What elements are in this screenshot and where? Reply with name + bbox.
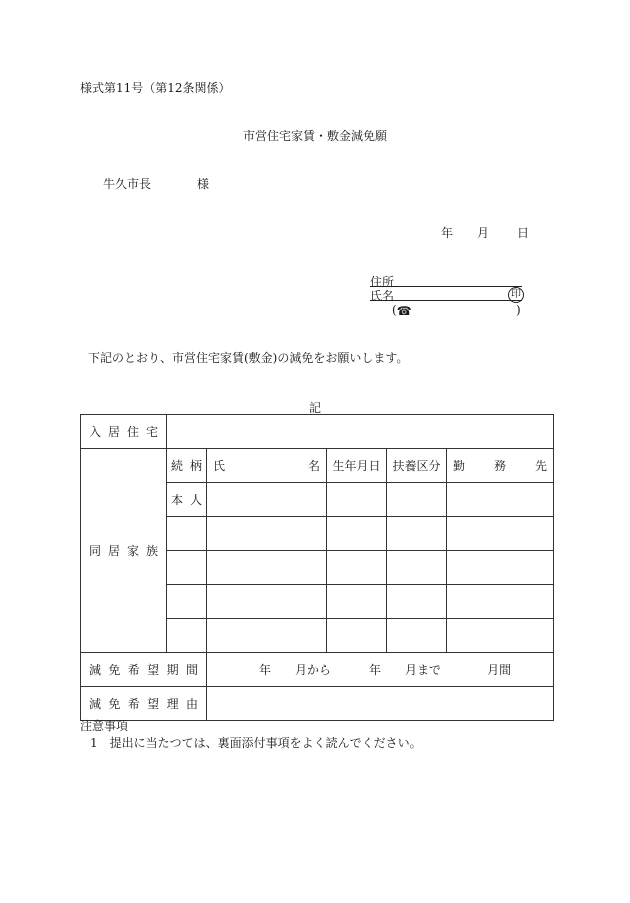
birthdate-cell[interactable] [327,551,387,585]
dependent-cell[interactable] [387,483,447,517]
addressee-name: 牛久市長 [103,177,152,191]
relation-cell[interactable] [167,585,207,619]
document-title: 市営住宅家賃・敷金減免願 [242,129,387,143]
telephone-icon: ☎ [396,304,412,318]
date-month-label: 月 [477,226,490,240]
residence-input[interactable] [167,415,554,449]
period-row [81,653,554,687]
dependent-header: 扶養区分 [387,449,447,483]
date-year-label: 年 [441,226,454,240]
period-year-from: 年 [259,663,272,677]
workplace-cell[interactable] [447,483,554,517]
seal-mark: 印 [508,287,524,303]
workplace-cell[interactable] [447,619,554,653]
ki-heading: 記 [308,401,321,415]
name-cell[interactable] [207,585,327,619]
birthdate-cell[interactable] [327,585,387,619]
relation-cell[interactable] [167,551,207,585]
self-label: 本 人 [167,483,207,517]
application-table [80,414,554,721]
workplace-cell[interactable] [447,551,554,585]
request-statement: 下記のとおり、市営住宅家賃(敷金)の減免をお願いします。 [88,351,409,365]
name-field[interactable] [370,300,522,301]
period-label: 減 免 希 望 期 間 [81,653,207,687]
birthdate-cell[interactable] [327,619,387,653]
date-day-label: 日 [517,226,530,240]
dependent-cell[interactable] [387,619,447,653]
period-months: 月間 [487,663,512,677]
name-cell[interactable] [207,517,327,551]
name-label: 氏名 [370,289,395,303]
household-header-row [81,449,554,483]
period-month-from: 月から [295,663,332,677]
reason-row [81,687,554,721]
note-item [90,737,422,749]
residence-label: 入 居 住 宅 [81,415,167,449]
dependent-cell[interactable] [387,551,447,585]
residence-row [81,415,554,449]
address-field[interactable] [370,286,522,287]
name-cell[interactable] [207,483,327,517]
birthdate-cell[interactable] [327,517,387,551]
birthdate-cell[interactable] [327,483,387,517]
workplace-cell[interactable] [447,517,554,551]
phone-field[interactable] [392,304,412,316]
relation-header: 続 柄 [167,449,207,483]
dependent-cell[interactable] [387,517,447,551]
notes-heading: 注意事項 [80,719,129,733]
workplace-cell[interactable] [447,585,554,619]
dependent-cell[interactable] [387,585,447,619]
address-label: 住所 [370,275,395,289]
addressee-honorific: 様 [197,177,210,191]
relation-cell[interactable] [167,517,207,551]
form-number: 様式第11号（第12条関係） [80,81,231,95]
date-field[interactable] [441,227,529,239]
phone-close-paren: ) [516,303,521,317]
phone-open-paren: ( [392,303,397,317]
birthdate-header: 生年月日 [327,449,387,483]
period-input[interactable] [207,653,554,687]
name-header: 氏 名 [207,449,327,483]
reason-label: 減 免 希 望 理 由 [81,687,207,721]
note-text: 提出に当たつては、裏面添付事項をよく読んでください。 [109,736,422,750]
name-cell[interactable] [207,619,327,653]
note-number: 1 [90,736,98,750]
relation-cell[interactable] [167,619,207,653]
household-label: 同 居 家 族 [81,449,167,653]
addressee [103,178,209,190]
period-month-to: 月まで [405,663,442,677]
period-year-to: 年 [369,663,382,677]
name-cell[interactable] [207,551,327,585]
reason-input[interactable] [207,687,554,721]
workplace-header: 勤 務 先 [447,449,554,483]
